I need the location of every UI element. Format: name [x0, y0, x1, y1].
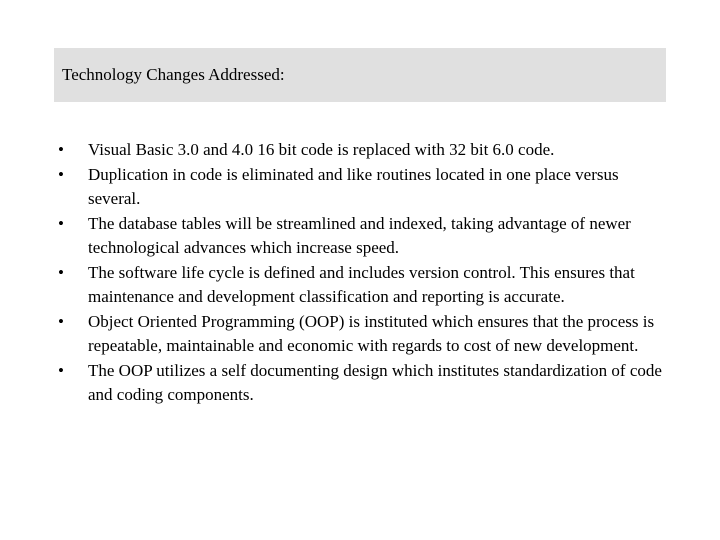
- bullet-icon: •: [58, 311, 64, 331]
- bullet-text: Duplication in code is eliminated and like routines located in one place versus several.: [88, 164, 619, 208]
- bullet-icon: •: [58, 262, 64, 282]
- bullet-icon: •: [58, 164, 64, 184]
- bullet-item: [58, 310, 668, 359]
- bullet-item: [58, 212, 668, 261]
- bullet-item: [58, 359, 668, 408]
- bullet-list: [58, 138, 668, 408]
- header-band: [54, 48, 666, 102]
- bullet-icon: •: [58, 140, 64, 159]
- bullet-item: [58, 261, 668, 310]
- bullet-text: Visual Basic 3.0 and 4.0 16 bit code is replaced with 32 bit 6.0 code.: [88, 140, 555, 159]
- bullet-text: The database tables will be streamlined and indexed, taking advantage of newer technological advances which increase speed.: [88, 213, 631, 257]
- header-title: Technology Changes Addressed:: [62, 65, 285, 84]
- bullet-text: The OOP utilizes a self documenting design which institutes standardization of code and coding components.: [88, 360, 662, 404]
- bullet-icon: •: [58, 213, 64, 233]
- bullet-text: The software life cycle is defined and includes version control. This ensures that maintenance and development classification and reporting is accurate.: [88, 262, 635, 306]
- bullet-item: [58, 138, 668, 163]
- bullet-text: Object Oriented Programming (OOP) is instituted which ensures that the process is repeatable, maintainable and economic with regards to cost of new development.: [88, 311, 655, 355]
- bullet-item: [58, 163, 668, 212]
- bullet-icon: •: [58, 360, 64, 380]
